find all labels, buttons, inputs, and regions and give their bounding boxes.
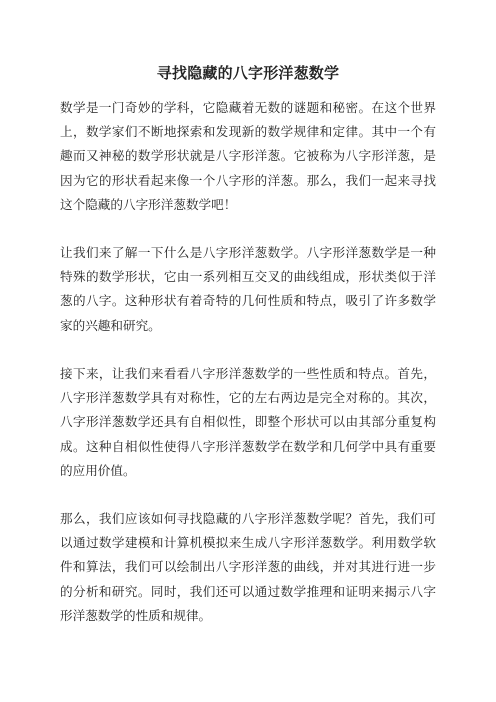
paragraph-1: 数学是一门奇妙的学科，它隐藏着无数的谜题和秘密。在这个世界上，数学家们不断地探索和发现新的数学规律和定律。其中一个有趣而又神秘的数学形状就是八字形洋葱。它被称为八字形洋葱，是因为它的形状看起来像一个八字形的洋葱。那么，我们一起来寻找这个隐藏的八字形洋葱数学吧！ [60, 100, 436, 212]
paragraph-3: 接下来，让我们来看看八字形洋葱数学的一些性质和特点。首先，八字形洋葱数学具有对称性，它的左右两边是完全对称的。其次，八字形洋葱数学还具有自相似性，即整个形状可以由其部分重复构成。这种自相似性使得八字形洋葱数学在数学和几何学中具有重要的应用价值。 [60, 366, 436, 478]
paragraph-2: 让我们来了解一下什么是八字形洋葱数学。八字形洋葱数学是一种特殊的数学形状，它由一系列相互交叉的曲线组成，形状类似于洋葱的八字。这种形状有着奇特的几何性质和特点，吸引了许多数学家的兴趣和研究。 [60, 245, 436, 333]
document-title: 寻找隐藏的八字形洋葱数学 [156, 64, 340, 82]
paragraph-4: 那么，我们应该如何寻找隐藏的八字形洋葱数学呢？首先，我们可以通过数学建模和计算机模拟来生成八字形洋葱数学。利用数学软件和算法，我们可以绘制出八字形洋葱的曲线，并对其进行进一步的分析和研究。同时，我们还可以通过数学推理和证明来揭示八字形洋葱数学的性质和规律。 [60, 511, 436, 623]
